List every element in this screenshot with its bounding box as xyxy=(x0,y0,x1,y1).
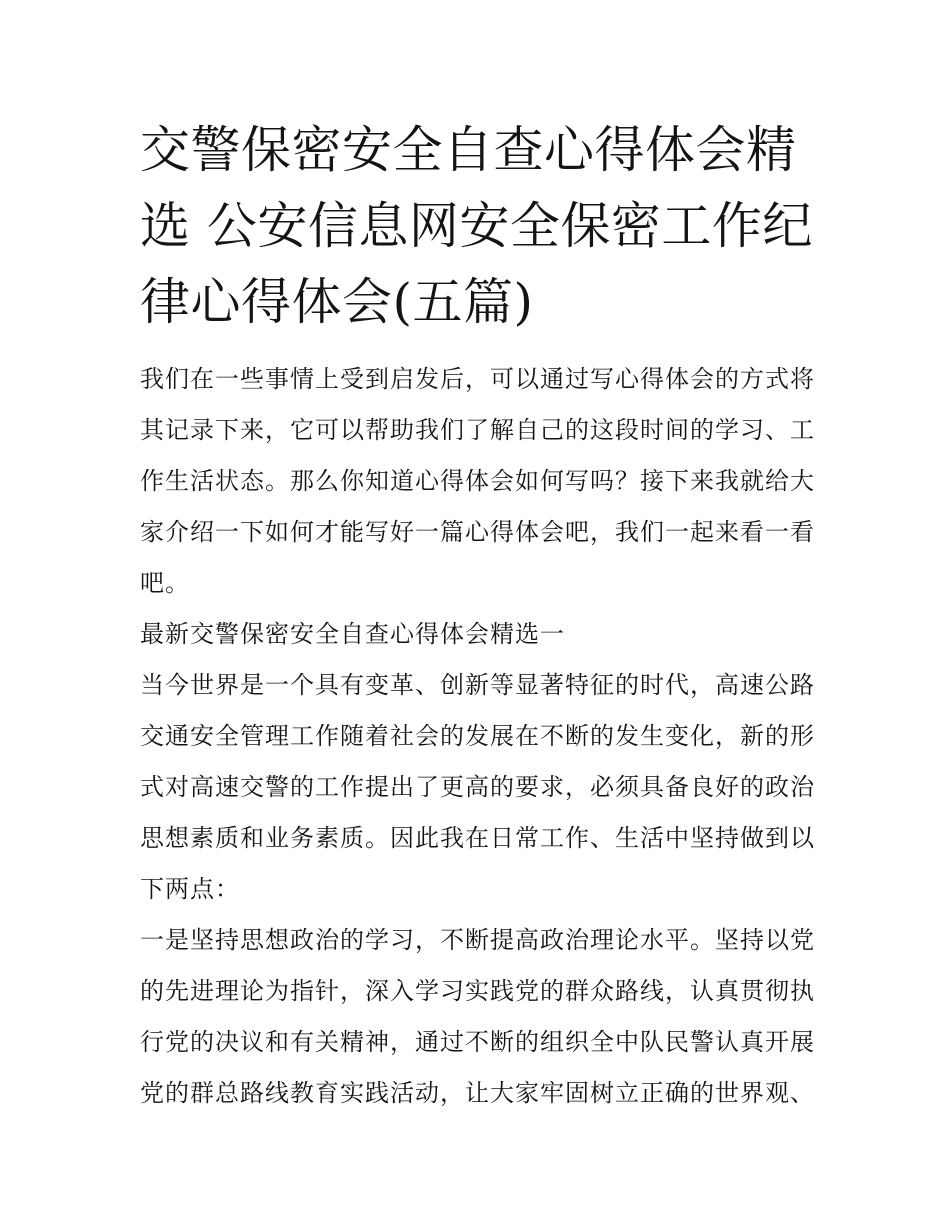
document-page xyxy=(140,112,815,1119)
text-line: 的先进理论为指针，深入学习实践党的群众路线，认真贯彻执 xyxy=(140,977,815,1005)
text-line: 交通安全管理工作随着社会的发展在不断的发生变化，新的形 xyxy=(140,722,815,750)
text-line: 吧。 xyxy=(140,569,190,597)
text-line: 思想素质和业务素质。因此我在日常工作、生活中坚持做到以 xyxy=(140,824,815,852)
intro-paragraph xyxy=(140,354,815,609)
title-line: 选 公安信息网安全保密工作纪 xyxy=(140,197,813,255)
text-line: 家介绍一下如何才能写好一篇心得体会吧，我们一起来看一看 xyxy=(140,518,815,546)
body-paragraph xyxy=(140,915,815,1119)
text-line: 一是坚持思想政治的学习，不断提高政治理论水平。坚持以党 xyxy=(140,926,815,954)
title-line: 交警保密安全自查心得体会精 xyxy=(140,121,797,179)
title-line: 律心得体会(五篇) xyxy=(140,273,534,331)
body-paragraph xyxy=(140,660,815,915)
section-heading xyxy=(140,609,812,660)
text-line: 下两点： xyxy=(140,875,240,903)
text-line: 当今世界是一个具有变革、创新等显著特征的时代，高速公路 xyxy=(140,671,815,699)
text-line: 最新交警保密安全自查心得体会精选一 xyxy=(140,620,565,648)
text-line: 作生活状态。那么你知道心得体会如何写吗？接下来我就给大 xyxy=(140,467,815,495)
document-title xyxy=(140,112,812,340)
text-line: 我们在一些事情上受到启发后，可以通过写心得体会的方式将 xyxy=(140,365,815,393)
text-line: 式对高速交警的工作提出了更高的要求，必须具备良好的政治 xyxy=(140,773,815,801)
text-line: 党的群总路线教育实践活动，让大家牢固树立正确的世界观、 xyxy=(140,1079,815,1107)
document-body xyxy=(140,354,815,1119)
text-line: 其记录下来，它可以帮助我们了解自己的这段时间的学习、工 xyxy=(140,416,815,444)
text-line: 行党的决议和有关精神，通过不断的组织全中队民警认真开展 xyxy=(140,1028,815,1056)
